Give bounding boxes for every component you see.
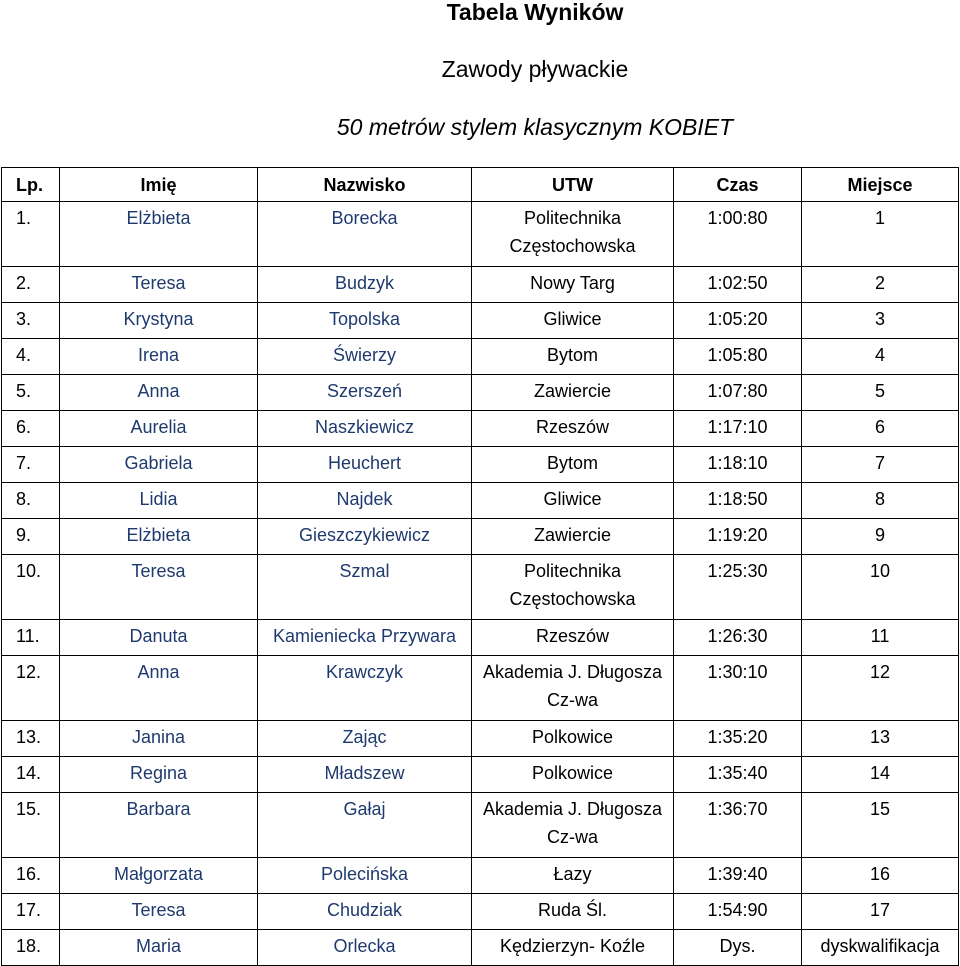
column-header-nazwisko: Nazwisko [258, 168, 472, 202]
cell-czas: 1:07:80 [674, 375, 802, 411]
cell-utw [472, 620, 674, 656]
cell-utw-line: Rzeszów [535, 417, 610, 437]
cell-imie: Barbara [60, 793, 258, 858]
cell-utw [472, 894, 674, 930]
cell-utw [472, 757, 674, 793]
event-name: 50 metrów stylem klasycznym KOBIET [336, 114, 734, 140]
cell-utw-line: Łazy [553, 864, 592, 884]
table-row [2, 858, 959, 894]
cell-nazwisko: Gieszczykiewicz [258, 519, 472, 555]
cell-utw-line: Zawiercie [533, 381, 612, 401]
cell-imie: Irena [60, 339, 258, 375]
cell-czas: Dys. [674, 930, 802, 966]
cell-miejsce: 10 [802, 555, 959, 620]
cell-utw-line: Cz-wa [546, 827, 598, 847]
table-row [2, 757, 959, 793]
cell-miejsce: 8 [802, 483, 959, 519]
cell-utw-line: Zawiercie [533, 525, 612, 545]
table-row [2, 519, 959, 555]
cell-czas: 1:02:50 [674, 267, 802, 303]
cell-czas: 1:35:20 [674, 721, 802, 757]
cell-utw [472, 519, 674, 555]
cell-utw-line: Ruda Śl. [537, 900, 608, 920]
cell-imie: Anna [60, 656, 258, 721]
table-header-row [2, 168, 959, 202]
cell-miejsce: 2 [802, 267, 959, 303]
cell-czas: 1:00:80 [674, 202, 802, 267]
cell-utw-line: Częstochowska [509, 589, 636, 609]
cell-lp: 18. [2, 930, 60, 966]
cell-nazwisko: Budzyk [258, 267, 472, 303]
cell-utw [472, 930, 674, 966]
cell-lp: 4. [2, 339, 60, 375]
cell-czas: 1:39:40 [674, 858, 802, 894]
table-row [2, 894, 959, 930]
cell-czas: 1:18:10 [674, 447, 802, 483]
cell-lp: 3. [2, 303, 60, 339]
cell-lp: 7. [2, 447, 60, 483]
cell-imie: Danuta [60, 620, 258, 656]
cell-utw-line: Bytom [546, 453, 598, 473]
cell-utw-line: Polkowice [531, 727, 614, 747]
cell-miejsce: 5 [802, 375, 959, 411]
cell-nazwisko: Borecka [258, 202, 472, 267]
table-row [2, 930, 959, 966]
cell-imie: Elżbieta [60, 519, 258, 555]
cell-imie: Elżbieta [60, 202, 258, 267]
cell-utw-line: Rzeszów [535, 626, 610, 646]
cell-nazwisko: Świerzy [258, 339, 472, 375]
cell-utw [472, 375, 674, 411]
cell-nazwisko: Zając [258, 721, 472, 757]
cell-nazwisko: Polecińska [258, 858, 472, 894]
table-row [2, 267, 959, 303]
cell-imie: Janina [60, 721, 258, 757]
cell-lp: 9. [2, 519, 60, 555]
table-row [2, 721, 959, 757]
page-title: Tabela Wyników [446, 0, 624, 25]
cell-czas: 1:05:20 [674, 303, 802, 339]
cell-lp: 10. [2, 555, 60, 620]
competition-subtitle: Zawody pływackie [441, 56, 629, 82]
cell-miejsce: 6 [802, 411, 959, 447]
cell-utw-line: Częstochowska [509, 236, 636, 256]
cell-lp: 1. [2, 202, 60, 267]
cell-imie: Teresa [60, 555, 258, 620]
cell-nazwisko: Kamieniecka Przywara [258, 620, 472, 656]
cell-utw-line: Politechnika [523, 208, 622, 228]
cell-imie: Małgorzata [60, 858, 258, 894]
cell-miejsce: 3 [802, 303, 959, 339]
cell-czas: 1:19:20 [674, 519, 802, 555]
cell-utw [472, 483, 674, 519]
cell-utw [472, 447, 674, 483]
cell-imie: Lidia [60, 483, 258, 519]
cell-czas: 1:18:50 [674, 483, 802, 519]
cell-czas: 1:17:10 [674, 411, 802, 447]
cell-utw [472, 303, 674, 339]
cell-miejsce: 16 [802, 858, 959, 894]
cell-utw-line: Gliwice [543, 309, 602, 329]
cell-utw [472, 656, 674, 721]
cell-nazwisko: Najdek [258, 483, 472, 519]
cell-imie: Teresa [60, 267, 258, 303]
cell-czas: 1:35:40 [674, 757, 802, 793]
cell-utw [472, 411, 674, 447]
cell-nazwisko: Naszkiewicz [258, 411, 472, 447]
cell-lp: 15. [2, 793, 60, 858]
cell-czas: 1:30:10 [674, 656, 802, 721]
cell-lp: 2. [2, 267, 60, 303]
cell-imie: Regina [60, 757, 258, 793]
cell-utw-line: Gliwice [543, 489, 602, 509]
cell-nazwisko: Topolska [258, 303, 472, 339]
cell-utw-line: Kędzierzyn- Koźle [499, 936, 646, 956]
cell-utw-line: Akademia J. Długosza [482, 662, 663, 682]
cell-nazwisko: Mładszew [258, 757, 472, 793]
cell-lp: 16. [2, 858, 60, 894]
table-row [2, 339, 959, 375]
cell-miejsce: 11 [802, 620, 959, 656]
cell-lp: 12. [2, 656, 60, 721]
results-body [2, 202, 959, 966]
cell-czas: 1:26:30 [674, 620, 802, 656]
column-header-utw: UTW [472, 168, 674, 202]
table-row [2, 202, 959, 267]
cell-nazwisko: Szmal [258, 555, 472, 620]
cell-czas: 1:05:80 [674, 339, 802, 375]
cell-imie: Maria [60, 930, 258, 966]
cell-utw [472, 793, 674, 858]
cell-miejsce: 9 [802, 519, 959, 555]
cell-lp: 17. [2, 894, 60, 930]
cell-lp: 14. [2, 757, 60, 793]
cell-imie: Gabriela [60, 447, 258, 483]
cell-miejsce: 4 [802, 339, 959, 375]
cell-miejsce: 15 [802, 793, 959, 858]
cell-miejsce: dyskwalifikacja [802, 930, 959, 966]
cell-imie: Krystyna [60, 303, 258, 339]
column-header-lp: Lp. [2, 168, 60, 202]
cell-nazwisko: Szerszeń [258, 375, 472, 411]
cell-lp: 11. [2, 620, 60, 656]
results-table [1, 167, 959, 966]
column-header-imie: Imię [60, 168, 258, 202]
cell-utw-line: Politechnika [523, 561, 622, 581]
cell-utw [472, 267, 674, 303]
cell-nazwisko: Heuchert [258, 447, 472, 483]
cell-miejsce: 7 [802, 447, 959, 483]
cell-nazwisko: Krawczyk [258, 656, 472, 721]
table-row [2, 375, 959, 411]
cell-utw [472, 339, 674, 375]
cell-utw-line: Nowy Targ [530, 273, 615, 293]
table-row [2, 411, 959, 447]
cell-miejsce: 1 [802, 202, 959, 267]
cell-lp: 6. [2, 411, 60, 447]
cell-utw-line: Akademia J. Długosza [482, 799, 663, 819]
cell-utw [472, 202, 674, 267]
cell-utw [472, 858, 674, 894]
table-row [2, 620, 959, 656]
column-header-czas: Czas [674, 168, 802, 202]
cell-utw-line: Polkowice [531, 763, 614, 783]
column-header-miejsce: Miejsce [802, 168, 959, 202]
cell-miejsce: 12 [802, 656, 959, 721]
table-row [2, 656, 959, 721]
cell-imie: Aurelia [60, 411, 258, 447]
cell-czas: 1:36:70 [674, 793, 802, 858]
cell-utw [472, 721, 674, 757]
cell-miejsce: 14 [802, 757, 959, 793]
cell-imie: Teresa [60, 894, 258, 930]
cell-nazwisko: Chudziak [258, 894, 472, 930]
table-row [2, 483, 959, 519]
cell-nazwisko: Gałaj [258, 793, 472, 858]
cell-miejsce: 13 [802, 721, 959, 757]
cell-miejsce: 17 [802, 894, 959, 930]
cell-lp: 13. [2, 721, 60, 757]
table-row [2, 303, 959, 339]
table-row [2, 447, 959, 483]
cell-utw [472, 555, 674, 620]
table-row [2, 793, 959, 858]
cell-czas: 1:25:30 [674, 555, 802, 620]
cell-nazwisko: Orlecka [258, 930, 472, 966]
cell-lp: 5. [2, 375, 60, 411]
table-row [2, 555, 959, 620]
cell-czas: 1:54:90 [674, 894, 802, 930]
cell-utw-line: Bytom [546, 345, 598, 365]
cell-lp: 8. [2, 483, 60, 519]
cell-utw-line: Cz-wa [546, 690, 598, 710]
cell-imie: Anna [60, 375, 258, 411]
